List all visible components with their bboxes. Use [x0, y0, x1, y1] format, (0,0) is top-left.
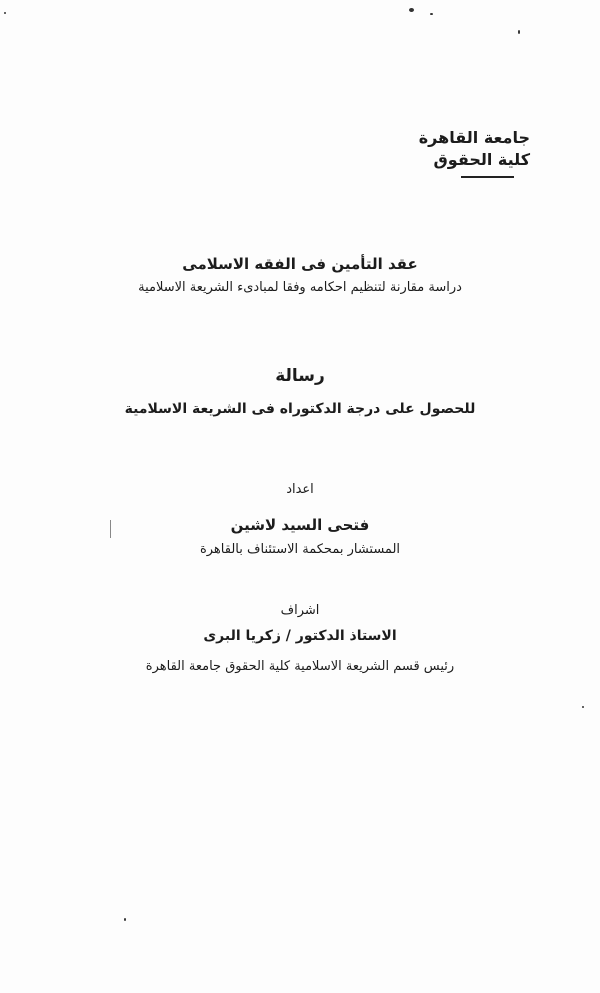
scan-speck [518, 30, 520, 34]
scan-speck [430, 13, 433, 15]
scan-speck [409, 8, 414, 12]
scan-speck [4, 12, 6, 14]
thesis-title: عقد التأمين فى الفقه الاسلامى [182, 255, 418, 273]
author-name: فتحى السيد لاشين [230, 516, 370, 534]
supervisor-name: الاستاذ الدكتور / زكريا البرى [203, 628, 397, 644]
scan-speck [124, 918, 126, 921]
risala-label: رسالة [275, 366, 325, 386]
supervision-label: اشراف [280, 603, 320, 618]
scan-speck [582, 706, 584, 708]
preparation-label: اعداد [286, 482, 314, 497]
university-name: جامعة القاهرة [418, 128, 530, 147]
header-underline [461, 176, 514, 178]
thesis-subtitle: دراسة مقارنة لتنظيم احكامه وفقا لمبادىء الشريعة الاسلامية [138, 280, 462, 295]
faculty-name: كلية الحقوق [433, 150, 530, 169]
author-title: المستشار بمحكمة الاستئناف بالقاهرة [199, 542, 401, 557]
university-header [419, 127, 530, 171]
degree-statement: للحصول على درجة الدكتوراه فى الشريعة الاسلامية [124, 401, 476, 417]
supervisor-title: رئيس قسم الشريعة الاسلامية كلية الحقوق جامعة القاهرة [145, 659, 455, 674]
scan-speck [110, 520, 111, 538]
